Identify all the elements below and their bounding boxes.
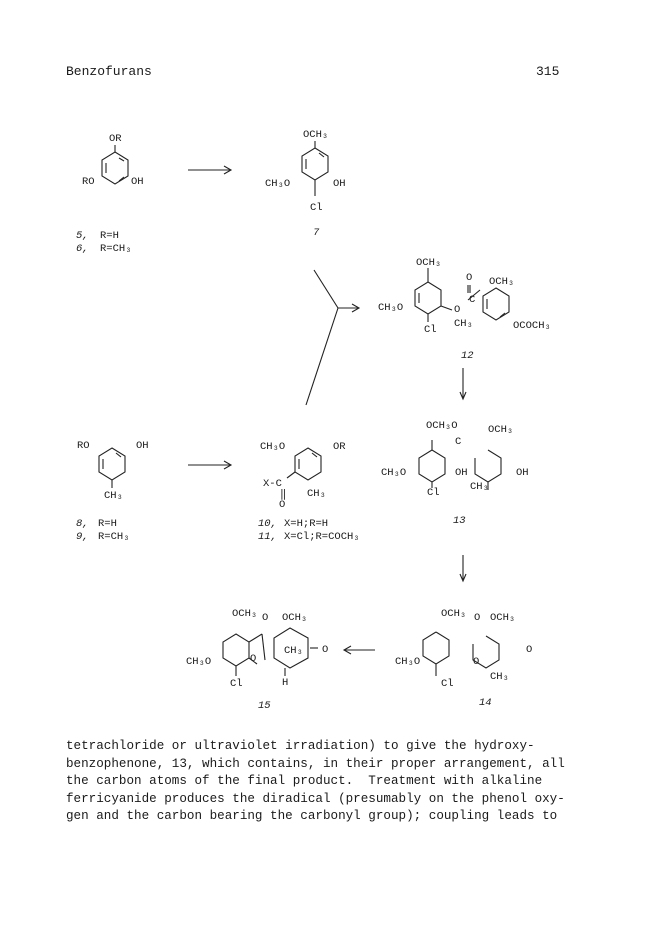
sub-ro-5: RO (82, 176, 95, 188)
body-line: gen and the carbon bearing the carbonyl group); coupling leads to (66, 809, 558, 824)
page-number: 315 (536, 64, 560, 79)
body-line: ferricyanide produces the diradical (presumably on the phenol oxy- (66, 791, 565, 806)
sub-oh-13b: OH (516, 467, 529, 479)
compound-label-11: 11, (258, 531, 277, 543)
sub-o-15c: O (322, 644, 329, 656)
compound-label-12: 12 (461, 350, 474, 362)
arrow-7-to-12 (314, 270, 338, 308)
sub-oh-5: OH (131, 176, 144, 188)
sub-ester-o-12: O (454, 304, 461, 316)
compound-label-7: 7 (313, 227, 320, 239)
compound-label-13: 13 (453, 515, 466, 527)
sub-ococh3-12: OCOCH₃ (513, 320, 551, 332)
sub-och3-14a: OCH₃ (441, 608, 467, 620)
sub-och3-15a: OCH₃ (232, 608, 258, 620)
sub-ch3o-7: CH₃O (265, 178, 291, 190)
sub-cl-15: Cl (230, 678, 243, 690)
running-header-title: Benzofurans (66, 64, 152, 79)
sub-ch3-8: CH₃ (104, 490, 123, 502)
sub-ch3o-15: CH₃O (186, 656, 212, 668)
compound-label-8: 8, (76, 518, 89, 530)
sub-o-14b: O (473, 656, 480, 668)
sub-or-5: OR (109, 133, 122, 145)
sub-or-10: OR (333, 441, 346, 453)
arrow-10-to-12 (306, 308, 338, 405)
sub-och3-12b: OCH₃ (489, 276, 515, 288)
compound-label-15: 15 (258, 700, 271, 712)
r-def-10: X=H;R=H (284, 518, 329, 530)
sub-ch3o-10: CH₃O (260, 441, 286, 453)
body-line: the carbon atoms of the final product. Treatment with alkaline (66, 774, 543, 789)
sub-cl-12: Cl (424, 324, 437, 336)
sub-oh-13a: OH (455, 467, 468, 479)
sub-ch3o-14: CH₃O (395, 656, 421, 668)
sub-c-13: C (455, 436, 462, 448)
ring-13-b (475, 450, 501, 482)
sub-ch3-14: CH₃ (490, 671, 509, 683)
compound-label-14: 14 (479, 697, 492, 709)
body-paragraph (66, 738, 586, 826)
sub-o-15a: O (262, 612, 269, 624)
compound-label-5: 5, (76, 230, 89, 242)
sub-cl-7: Cl (310, 202, 323, 214)
compound-label-9: 9, (76, 531, 89, 543)
sub-xc-10: X-C (263, 478, 282, 490)
sub-ch3-13: CH₃ (470, 481, 489, 493)
compound-label-10: 10, (258, 518, 277, 530)
sub-och3o-13: OCH₃O (426, 420, 458, 432)
sub-och3-7: OCH₃ (303, 129, 329, 141)
body-line: tetrachloride or ultraviolet irradiation) to give the hydroxy- (66, 739, 535, 753)
r-def-6: R=CH₃ (100, 243, 132, 255)
sub-och3-15b: OCH₃ (282, 612, 308, 624)
sub-cl-14: Cl (441, 678, 454, 690)
r-def-9: R=CH₃ (98, 531, 130, 543)
compound-label-6: 6, (76, 243, 89, 255)
sub-o-14c: O (526, 644, 533, 656)
sub-ch3o-12: CH₃O (378, 302, 404, 314)
sub-och3-13b: OCH₃ (488, 424, 514, 436)
ring-14-a (423, 632, 449, 664)
sub-double-bond-10: ‖ (280, 489, 287, 501)
sub-o-10: O (279, 499, 286, 511)
sub-o-15b: O (250, 653, 257, 665)
sub-ro-8: RO (77, 440, 90, 452)
r-def-5: R=H (100, 230, 119, 242)
body-line: benzophenone, 13, which contains, in their proper arrangement, all (66, 756, 565, 771)
sub-och3-14b: OCH₃ (490, 612, 516, 624)
sub-cl-13: Cl (427, 487, 440, 499)
sub-o-14a: O (474, 612, 481, 624)
r-def-8: R=H (98, 518, 117, 530)
sub-oh-8: OH (136, 440, 149, 452)
sub-och3-12a: OCH₃ (416, 257, 442, 269)
sub-c-12: C (469, 294, 476, 306)
sub-ch3-10: CH₃ (307, 488, 326, 500)
sub-oh-7: OH (333, 178, 346, 190)
ring-15-a (223, 634, 249, 666)
sub-carbonyl-o-12: O (466, 272, 473, 284)
sub-ch3o-13: CH₃O (381, 467, 407, 479)
sub-ch3-12: CH₃ (454, 318, 473, 330)
r-def-11: X=Cl;R=COCH₃ (284, 531, 360, 543)
sub-h-15: H (282, 677, 289, 689)
ring-13-a (419, 450, 445, 482)
sub-ch3-15: CH₃ (284, 645, 303, 657)
